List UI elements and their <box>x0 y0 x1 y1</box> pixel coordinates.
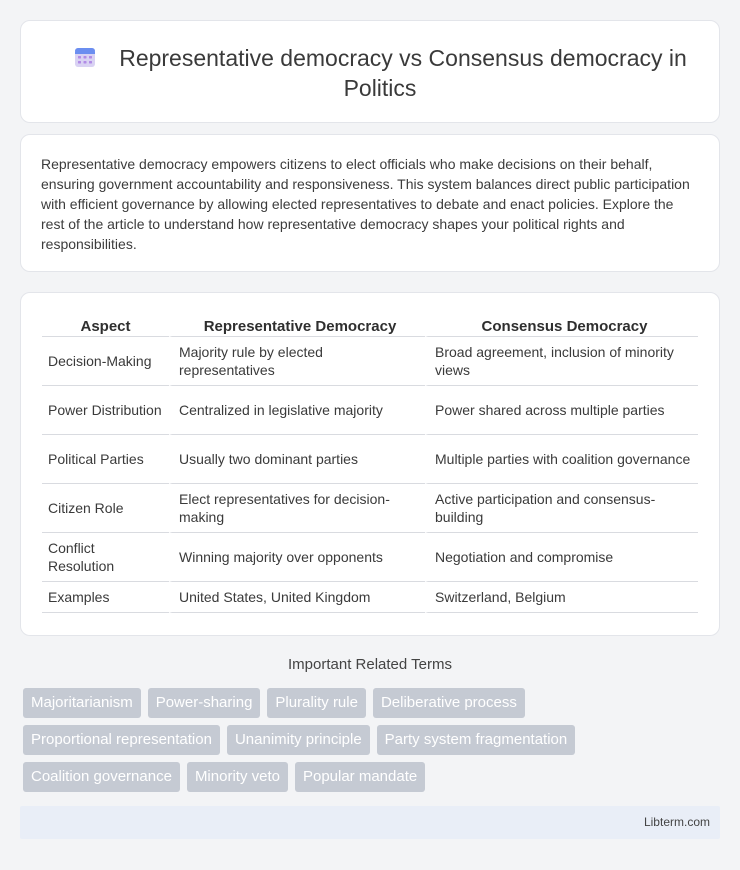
cell-representative: Elect representatives for decision-making <box>169 484 425 533</box>
footer <box>20 806 720 839</box>
header-consensus: Consensus Democracy <box>425 315 698 337</box>
table-row <box>42 484 698 533</box>
cell-consensus: Broad agreement, inclusion of minority views <box>425 337 698 386</box>
tag-minority-veto[interactable]: Minority veto <box>187 762 288 792</box>
footer-site-link[interactable]: Libterm.com <box>643 815 710 829</box>
cell-aspect: Decision-Making <box>42 337 169 386</box>
related-terms-title: Important Related Terms <box>288 656 452 673</box>
cell-consensus: Switzerland, Belgium <box>425 582 698 613</box>
table-row <box>42 386 698 435</box>
tag-row <box>23 762 723 792</box>
tag-coalition-governance[interactable]: Coalition governance <box>23 762 180 792</box>
cell-representative: Usually two dominant parties <box>169 435 425 484</box>
table-header-row <box>42 315 698 337</box>
comparison-card <box>20 292 720 636</box>
cell-consensus: Active participation and consensus-building <box>425 484 698 533</box>
tag-majoritarianism[interactable]: Majoritarianism <box>23 688 141 718</box>
table-row <box>42 435 698 484</box>
tag-row <box>23 688 723 718</box>
cell-representative: Winning majority over opponents <box>169 533 425 582</box>
cell-aspect: Power Distribution <box>42 386 169 435</box>
page-title: Representative democracy vs Consensus democracy in Politics <box>119 45 687 101</box>
comparison-table <box>42 315 698 613</box>
intro-card <box>20 134 720 272</box>
table-row <box>42 337 698 386</box>
cell-representative: Centralized in legislative majority <box>169 386 425 435</box>
header-representative: Representative Democracy <box>169 315 425 337</box>
cell-consensus: Negotiation and compromise <box>425 533 698 582</box>
page-title-wrap <box>61 43 699 103</box>
table-row <box>42 533 698 582</box>
cell-consensus: Power shared across multiple parties <box>425 386 698 435</box>
cell-aspect: Conflict Resolution <box>42 533 169 582</box>
cell-aspect: Citizen Role <box>42 484 169 533</box>
tag-proportional-representation[interactable]: Proportional representation <box>23 725 220 755</box>
intro-paragraph: Representative democracy empowers citizens to elect officials who make decisions on their behalf, ensuring government accountability and responsiveness. This system balances direct public participation with efficient governance by allowing elected representatives to debate and enact policies. Explore the rest of the article to understand how representative democracy shapes your political rights and responsibilities. <box>41 156 690 252</box>
tag-party-system-fragmentation[interactable]: Party system fragmentation <box>377 725 576 755</box>
cell-aspect: Examples <box>42 582 169 613</box>
cell-representative: Majority rule by elected representatives <box>169 337 425 386</box>
cell-representative: United States, United Kingdom <box>169 582 425 613</box>
tag-power-sharing[interactable]: Power-sharing <box>148 688 261 718</box>
tag-popular-mandate[interactable]: Popular mandate <box>295 762 425 792</box>
tag-unanimity-principle[interactable]: Unanimity principle <box>227 725 370 755</box>
title-card <box>20 20 720 123</box>
tag-row <box>23 725 723 755</box>
cell-consensus: Multiple parties with coalition governance <box>425 435 698 484</box>
tag-deliberative-process[interactable]: Deliberative process <box>373 688 525 718</box>
table-row <box>42 582 698 613</box>
calendar-icon <box>73 45 97 69</box>
tag-plurality-rule[interactable]: Plurality rule <box>267 688 366 718</box>
header-aspect: Aspect <box>42 315 169 337</box>
cell-aspect: Political Parties <box>42 435 169 484</box>
related-terms-tags <box>23 688 723 799</box>
